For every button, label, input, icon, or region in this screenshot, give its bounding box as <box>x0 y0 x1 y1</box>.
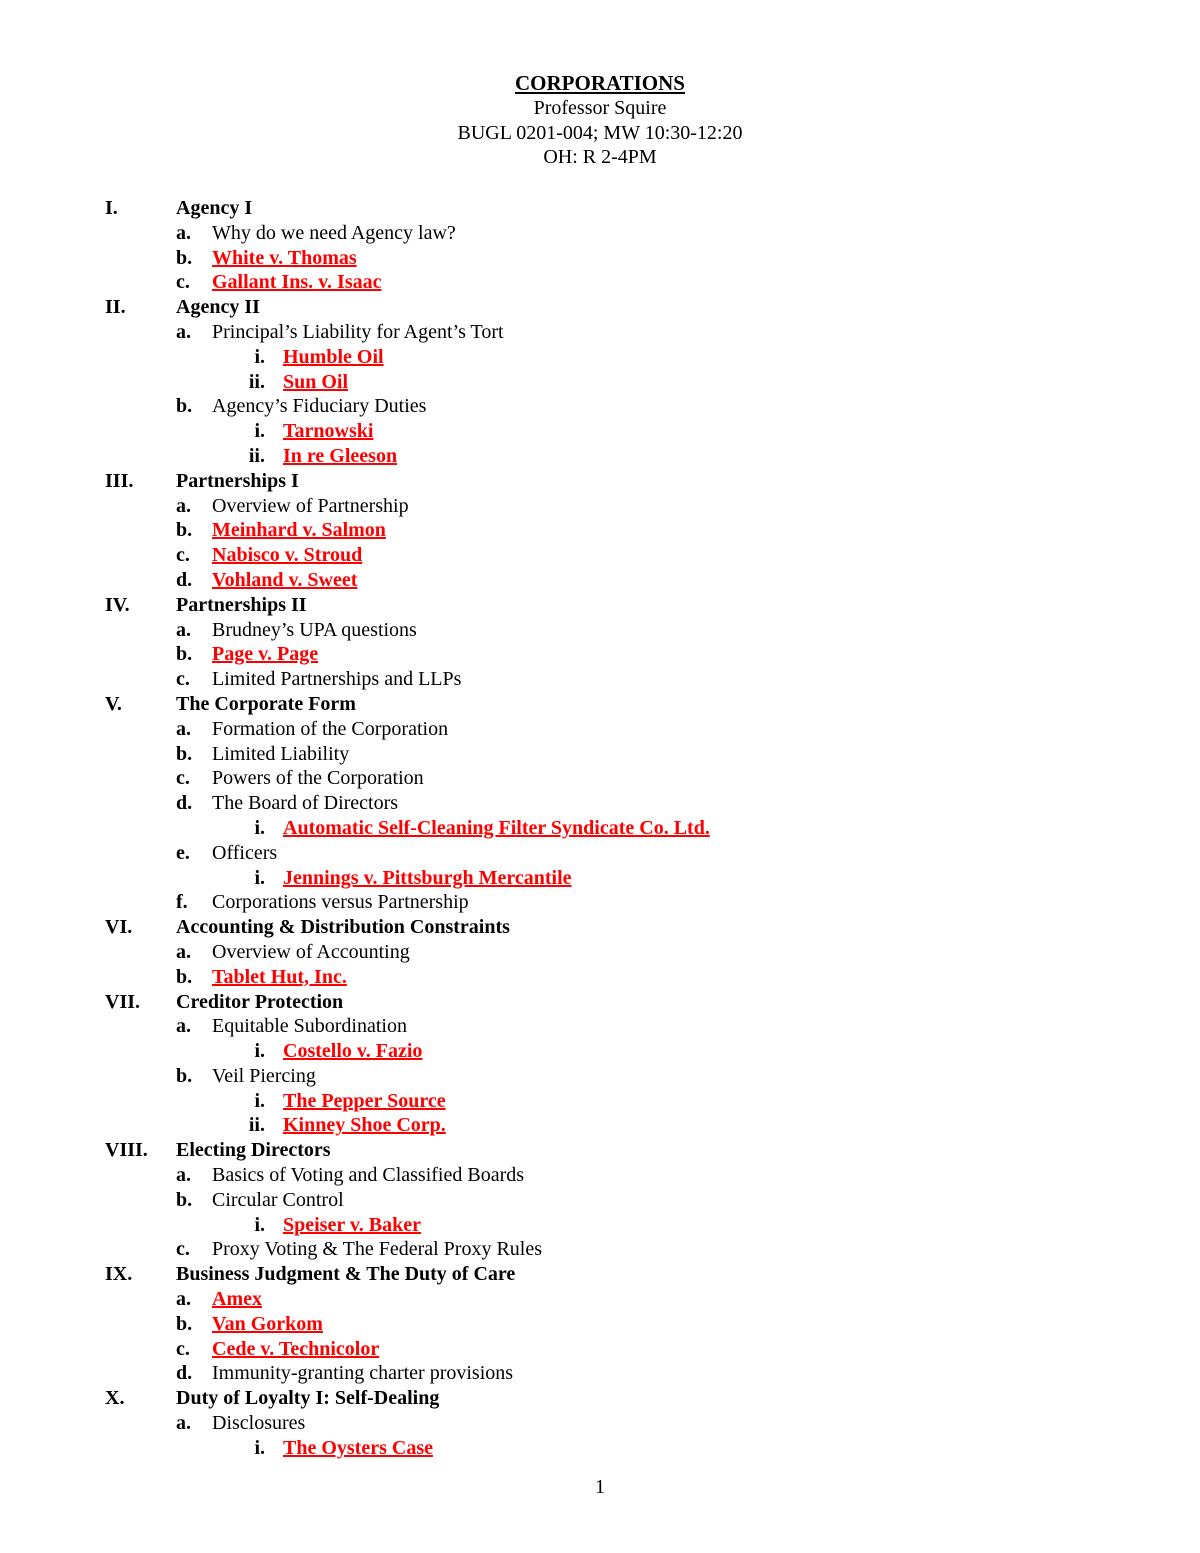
document-header <box>0 70 1200 170</box>
outline-item-level-1 <box>0 692 1200 717</box>
outline-marker: III. <box>105 469 134 492</box>
professor-name: Professor Squire <box>533 97 667 119</box>
outline-item-level-2 <box>0 494 1200 519</box>
outline-item-level-3 <box>0 866 1200 891</box>
outline-text: Creditor Protection <box>176 990 344 1013</box>
outline-item-level-1 <box>0 1262 1200 1287</box>
outline-marker: a. <box>176 320 191 343</box>
outline-marker: b. <box>176 1312 193 1335</box>
outline-text: Brudney’s UPA questions <box>212 618 417 641</box>
outline-text: Circular Control <box>212 1188 344 1211</box>
outline-item-level-3 <box>0 816 1200 841</box>
outline-marker: i. <box>254 420 265 443</box>
outline-item-level-3 <box>0 1039 1200 1064</box>
outline-marker: IV. <box>105 593 130 616</box>
outline-item-level-2 <box>0 221 1200 246</box>
outline-item-level-2 <box>0 841 1200 866</box>
outline-item-level-2 <box>0 618 1200 643</box>
outline-marker: a. <box>176 1015 191 1038</box>
page-number: 1 <box>595 1476 605 1498</box>
outline-text: Formation of the Corporation <box>212 717 449 740</box>
outline-text: Business Judgment & The Duty of Care <box>176 1263 516 1286</box>
outline-marker: c. <box>176 668 190 691</box>
outline-text: Officers <box>212 841 278 864</box>
outline-marker: VIII. <box>105 1139 148 1162</box>
outline-marker: b. <box>176 1188 193 1211</box>
outline-item-level-2 <box>0 1014 1200 1039</box>
outline-item-level-2 <box>0 766 1200 791</box>
outline-marker: i. <box>254 816 265 839</box>
case-link[interactable]: Van Gorkom <box>212 1312 323 1335</box>
outline-text: Powers of the Corporation <box>212 767 424 790</box>
outline-text: Electing Directors <box>176 1139 331 1162</box>
outline-item-level-3 <box>0 1089 1200 1114</box>
outline-marker: b. <box>176 395 193 418</box>
outline-marker: d. <box>176 792 193 815</box>
outline-item-level-1 <box>0 469 1200 494</box>
outline-marker: a. <box>176 618 191 641</box>
outline-marker: ii. <box>248 444 265 467</box>
outline-item-level-2 <box>0 940 1200 965</box>
outline-item-level-2 <box>0 270 1200 295</box>
outline-item-level-2 <box>0 890 1200 915</box>
outline-item-level-2 <box>0 1411 1200 1436</box>
outline-item-level-2 <box>0 1188 1200 1213</box>
case-link[interactable]: Speiser v. Baker <box>283 1213 421 1236</box>
outline-item-level-2 <box>0 791 1200 816</box>
outline-marker: b. <box>176 643 193 666</box>
outline-text: Agency I <box>176 197 253 219</box>
outline-item-level-3 <box>0 1213 1200 1238</box>
outline-marker: c. <box>176 1238 190 1261</box>
outline-marker: d. <box>176 568 193 591</box>
outline-marker: i. <box>254 1213 265 1236</box>
outline-item-level-3 <box>0 370 1200 395</box>
case-link[interactable]: Page v. Page <box>212 643 319 666</box>
outline-item-level-2 <box>0 1312 1200 1337</box>
case-link[interactable]: The Pepper Source <box>283 1089 446 1112</box>
outline-item-level-2 <box>0 568 1200 593</box>
outline-marker: b. <box>176 965 193 988</box>
outline-item-level-2 <box>0 518 1200 543</box>
outline-marker: c. <box>176 544 190 567</box>
outline-marker: i. <box>254 1436 265 1459</box>
case-link[interactable]: Vohland v. Sweet <box>212 568 358 591</box>
outline-marker: a. <box>176 221 191 244</box>
course-info: BUGL 0201-004; MW 10:30-12:20 <box>457 121 743 144</box>
outline-text: Partnerships II <box>176 593 307 616</box>
case-link[interactable]: The Oysters Case <box>283 1436 433 1459</box>
outline-item-level-3 <box>0 345 1200 370</box>
outline-marker: i. <box>254 866 265 889</box>
outline-marker: c. <box>176 1337 190 1360</box>
outline-marker: V. <box>105 692 122 715</box>
outline-text: Agency II <box>176 296 260 319</box>
outline-item-level-2 <box>0 1337 1200 1362</box>
outline-text: Duty of Loyalty I: Self-Dealing <box>176 1387 440 1410</box>
outline-marker: VII. <box>105 990 141 1013</box>
outline-marker: X. <box>105 1387 125 1410</box>
outline-text: Equitable Subordination <box>212 1015 407 1038</box>
case-link[interactable]: Amex <box>212 1288 262 1311</box>
outline-marker: b. <box>176 519 193 542</box>
case-link[interactable]: Automatic Self-Cleaning Filter Syndicate Co. Ltd. <box>283 816 710 839</box>
outline-text: Limited Partnerships and LLPs <box>212 668 462 691</box>
outline-text: Immunity-granting charter provisions <box>212 1362 514 1385</box>
outline-item-level-1 <box>0 990 1200 1015</box>
outline-item-level-3 <box>0 1436 1200 1461</box>
outline-item-level-2 <box>0 1163 1200 1188</box>
case-link[interactable]: In re Gleeson <box>283 444 398 467</box>
outline-item-level-3 <box>0 444 1200 469</box>
outline-marker: ii. <box>248 370 265 393</box>
outline-item-level-2 <box>0 1361 1200 1386</box>
outline-marker: IX. <box>105 1263 133 1286</box>
outline-marker: c. <box>176 271 190 294</box>
outline-marker: b. <box>176 742 193 765</box>
outline-marker: I. <box>105 197 118 219</box>
outline-item-level-1 <box>0 915 1200 940</box>
outline-text: Principal’s Liability for Agent’s Tort <box>212 320 504 343</box>
outline-item-level-3 <box>0 1113 1200 1138</box>
case-link[interactable]: Gallant Ins. v. Isaac <box>212 271 382 294</box>
outline-text: Corporations versus Partnership <box>212 891 469 914</box>
case-link[interactable]: Tarnowski <box>283 420 374 443</box>
outline-text: Accounting & Distribution Constraints <box>176 916 510 939</box>
outline-marker: VI. <box>105 916 133 939</box>
outline-marker: i. <box>254 1040 265 1063</box>
outline-marker: a. <box>176 1412 191 1435</box>
outline-item-level-1 <box>0 295 1200 320</box>
outline-item-level-2 <box>0 1287 1200 1312</box>
outline-item-level-2 <box>0 246 1200 271</box>
outline-marker: i. <box>254 1089 265 1112</box>
outline-item-level-2 <box>0 717 1200 742</box>
case-link[interactable]: Sun Oil <box>283 370 349 393</box>
case-link[interactable]: Kinney Shoe Corp. <box>283 1114 446 1137</box>
outline-item-level-1 <box>0 1138 1200 1163</box>
outline-item-level-2 <box>0 667 1200 692</box>
outline-marker: i. <box>254 345 265 368</box>
outline-text: Veil Piercing <box>212 1064 316 1087</box>
outline-marker: f. <box>176 891 188 914</box>
outline-marker: b. <box>176 246 193 269</box>
case-link[interactable]: Jennings v. Pittsburgh Mercantile <box>283 866 572 889</box>
outline-text: The Corporate Form <box>176 692 356 715</box>
outline-item-level-2 <box>0 1064 1200 1089</box>
outline-marker: ii. <box>248 1114 265 1137</box>
outline-marker: a. <box>176 940 191 963</box>
office-hours: OH: R 2-4PM <box>543 146 657 168</box>
outline-text: Disclosures <box>212 1412 306 1435</box>
case-link[interactable]: Meinhard v. Salmon <box>212 519 386 542</box>
outline-text: Why do we need Agency law? <box>212 221 456 244</box>
outline-marker: e. <box>176 841 190 864</box>
outline-marker: a. <box>176 717 191 740</box>
case-link[interactable]: Costello v. Fazio <box>283 1040 423 1063</box>
outline-item-level-1 <box>0 1386 1200 1411</box>
outline-text: The Board of Directors <box>212 792 399 815</box>
outline-item-level-1 <box>0 593 1200 618</box>
document-title: CORPORATIONS <box>515 71 685 95</box>
outline-marker: d. <box>176 1362 193 1385</box>
case-link[interactable]: Humble Oil <box>283 345 384 368</box>
outline-text: Overview of Partnership <box>212 494 409 517</box>
outline-item-level-2 <box>0 965 1200 990</box>
outline-text: Overview of Accounting <box>212 940 410 963</box>
outline-marker: c. <box>176 767 190 790</box>
outline-text: Limited Liability <box>212 742 350 765</box>
case-link[interactable]: White v. Thomas <box>212 246 357 269</box>
outline-text: Agency’s Fiduciary Duties <box>212 395 427 418</box>
outline-text: Partnerships I <box>176 469 299 492</box>
case-link[interactable]: Tablet Hut, Inc. <box>212 965 347 988</box>
outline-marker: II. <box>105 296 126 319</box>
outline-item-level-2 <box>0 1237 1200 1262</box>
outline-marker: a. <box>176 494 191 517</box>
outline-text: Proxy Voting & The Federal Proxy Rules <box>212 1238 542 1261</box>
outline-item-level-2 <box>0 394 1200 419</box>
outline-item-level-2 <box>0 742 1200 767</box>
case-link[interactable]: Cede v. Technicolor <box>212 1337 380 1360</box>
outline-item-level-3 <box>0 419 1200 444</box>
outline-text: Basics of Voting and Classified Boards <box>212 1164 525 1187</box>
outline-item-level-1 <box>0 196 1200 221</box>
case-link[interactable]: Nabisco v. Stroud <box>212 544 363 567</box>
outline-item-level-2 <box>0 543 1200 568</box>
outline-marker: a. <box>176 1288 191 1311</box>
outline-marker: a. <box>176 1164 191 1187</box>
syllabus-outline <box>0 196 1200 1461</box>
outline-item-level-2 <box>0 320 1200 345</box>
outline-item-level-2 <box>0 642 1200 667</box>
outline-marker: b. <box>176 1064 193 1087</box>
